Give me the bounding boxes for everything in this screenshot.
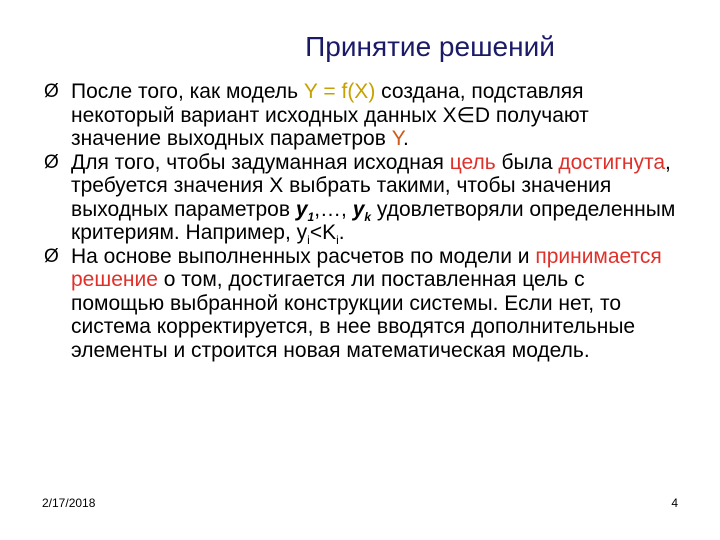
arrow-bullet-icon: Ø <box>44 151 59 173</box>
bullet-text: После того, как модель <box>71 80 304 103</box>
bullet-text: , требуется значения X выбрать такими, чтобы значения выходных параметров <box>71 150 671 221</box>
bullet-list <box>44 80 680 362</box>
goal-word: цель <box>449 150 496 174</box>
ellipsis: ,…, <box>314 197 353 221</box>
yi-subscript: i <box>307 233 310 248</box>
bullet-text: D получают значение выходных параметров <box>71 103 589 150</box>
achieved-word: достигнута <box>558 150 666 174</box>
bullet-item-decision <box>44 245 680 363</box>
bullet-text: о том, достигается ли поставленная цель с помощью выбранной конструкции системы. Если нет, то система корректируется, в нее вводятся дополнительные элементы и строится новая математическая модель. <box>71 268 636 362</box>
ki-subscript: i <box>336 233 339 248</box>
y1-variable: $y_1$ <box>295 197 315 224</box>
footer-date: 2/17/2018 <box>42 496 96 510</box>
bullet-item-goal <box>44 150 680 248</box>
bullet-item-model <box>44 80 680 151</box>
arrow-bullet-icon: Ø <box>44 81 59 102</box>
page-title: Принятие решений <box>305 31 555 62</box>
bullet-text: . <box>338 221 345 244</box>
output-y: Y <box>391 127 404 150</box>
bullet-text: <K <box>309 221 337 244</box>
bullet-text: была <box>495 150 559 174</box>
bullet-text: создана, подставляя некоторый вариант исходных данных X <box>71 80 584 127</box>
decision-phrase: принимается решение <box>71 244 662 291</box>
bullet-text: удовлетворяли определенным критериям. Например, y <box>71 197 676 244</box>
bullet-text: На основе выполненных расчетов по модели и <box>71 244 536 268</box>
arrow-bullet-icon: Ø <box>44 245 59 267</box>
bullet-text: . <box>403 127 409 150</box>
yk-variable: $y_k$ <box>352 197 372 224</box>
element-of-symbol: ∈ <box>456 103 475 127</box>
model-formula: Y = f(X) <box>303 80 376 103</box>
page-number: 4 <box>671 496 678 510</box>
bullet-text: Для того, чтобы задуманная исходная <box>71 150 450 174</box>
